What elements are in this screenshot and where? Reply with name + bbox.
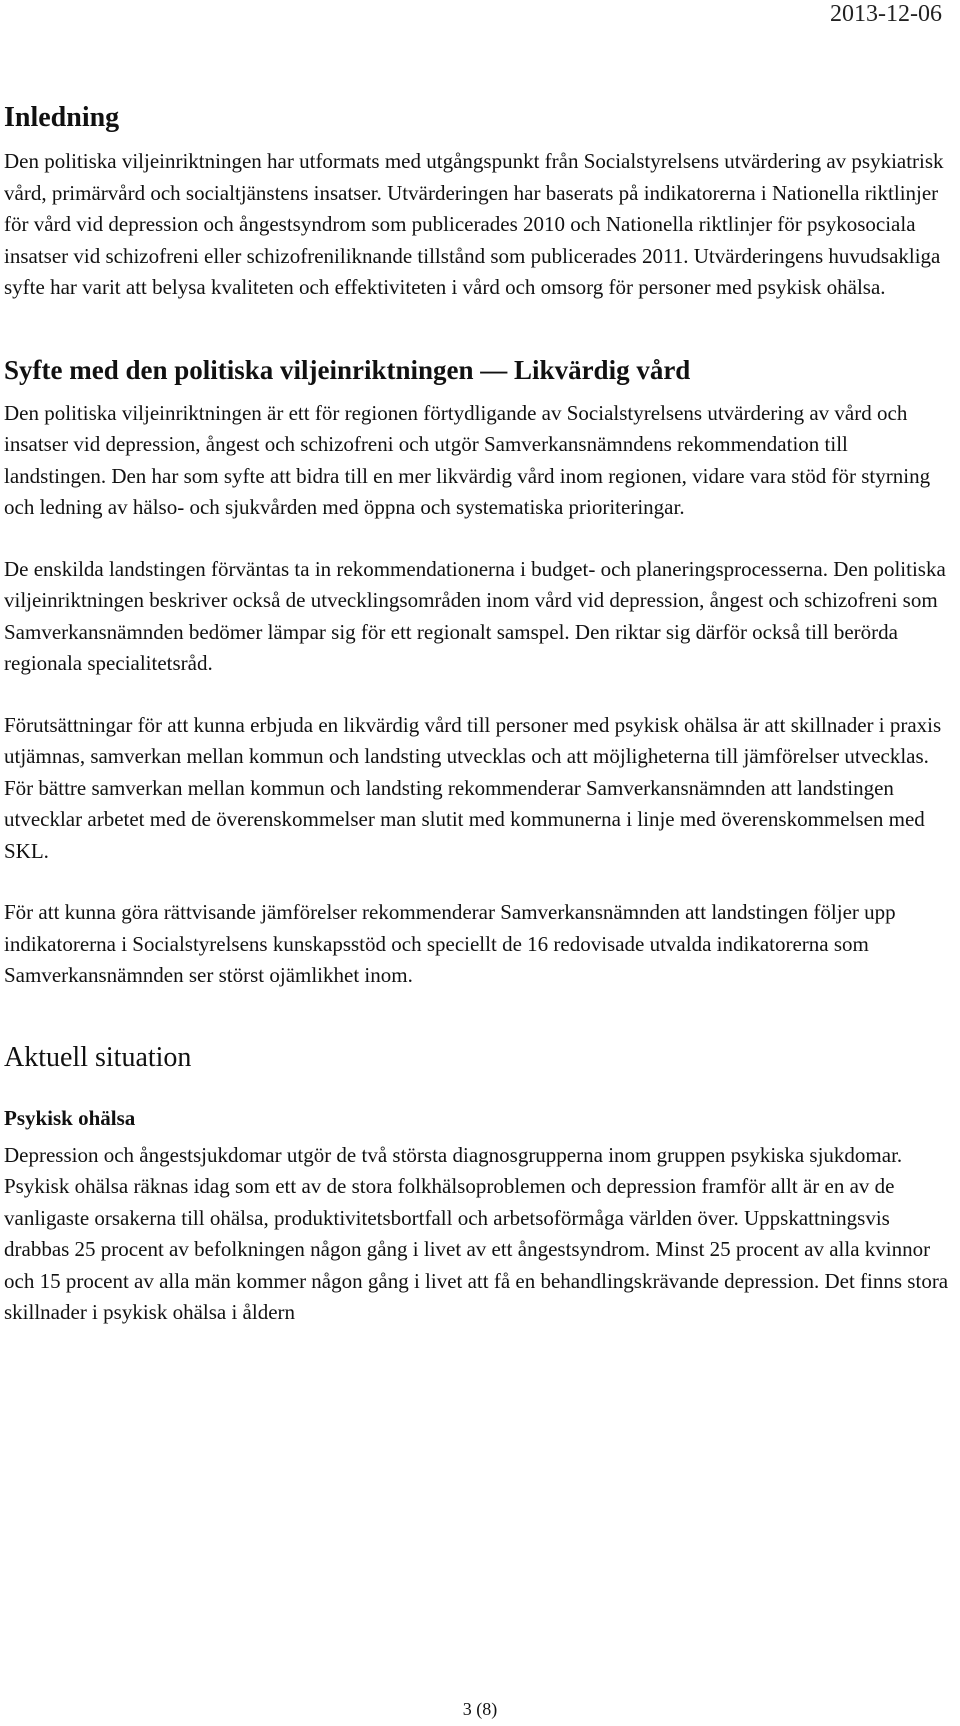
heading-aktuell-situation: Aktuell situation [4, 1041, 192, 1073]
spacer [4, 1086, 954, 1104]
paragraph-syfte-2: De enskilda landstingen förväntas ta in rekommendationerna i budget- och planeringsprocesserna. Den politiska viljeinriktningen beskriver också de utvecklingsområden inom vård vid depression, ångest och schizofreni som Samverkansnämnden bedömer lämpar sig för ett regionalt samspel. Den riktar sig därför också till berörda regionala specialitetsråd. [4, 556, 946, 675]
spacer [4, 680, 954, 710]
paragraph-syfte-4: För att kunna göra rättvisande jämförelser rekommenderar Samverkansnämnden att landstingen följer upp indikatorerna i Socialstyrelsens kunskapsstöd och speciellt de 16 redovisade utvalda indikatorerna som Samverkansnämnden ser störst ojämlikhet inom. [4, 900, 896, 987]
heading-inledning: Inledning [4, 102, 120, 133]
subheading-psykisk-ohalsa: Psykisk ohälsa [4, 1105, 136, 1130]
paragraph-inledning: Den politiska viljeinriktningen har utformats med utgångspunkt från Socialstyrelsens utvärdering av psykiatrisk vård, primärvård och socialtjänstens insatser. Utvärderingen har baserats på indikatorerna i Nationella riktlinjer för vård vid depression och ångestsyndrom som publicerades 2010 och Nationella riktlinjer för psykosociala insatser vid schizofreni eller schizofreniliknande tillstånd som publicerades 2011. Utvärderingens huvudsakliga syfte har varit att belysa kvaliteten och effektiviteten i vård och omsorg för personer med psykisk ohälsa. [4, 149, 944, 299]
spacer [4, 867, 954, 897]
document-body [4, 100, 954, 1329]
spacer [4, 304, 954, 352]
heading-syfte: Syfte med den politiska viljeinriktningen — Likvärdig vård [4, 354, 691, 385]
paragraph-psykisk-ohalsa: Depression och ångestsjukdomar utgör de två största diagnosgrupperna inom gruppen psykiska sjukdomar. Psykisk ohälsa räknas idag som ett av de stora folkhälsoproblemen och depression framför allt är en av de vanligaste orsakerna till ohälsa, produktivitetsbortfall och arbetsoförmåga världen över. Uppskattningsvis drabbas 25 procent av befolkningen någon gång i livet av ett ångestsyndrom. Minst 25 procent av alla kvinnor och 15 procent av alla män kommer någon gång i livet att få en behandlingskrävande depression. Det finns stora skillnader i psykisk ohälsa i åldern [4, 1142, 949, 1324]
paragraph-syfte-3: Förutsättningar för att kunna erbjuda en likvärdig vård till personer med psykisk ohälsa är att skillnader i praxis utjämnas, samverkan mellan kommun och landsting utvecklas och att möjligheterna till jämförelser utvecklas. För bättre samverkan mellan kommun och landsting rekommenderar Samverkansnämnden att landstingen utvecklar arbetet med de överenskommelser man slutit med kommunerna i linje med överenskommelsen med SKL. [4, 712, 942, 863]
header-date: 2013-12-06 [830, 1, 942, 27]
spacer [4, 992, 954, 1040]
paragraph-syfte-1: Den politiska viljeinriktningen är ett för regionen förtydligande av Socialstyrelsens utvärdering av vård och insatser vid depression, ångest och schizofreni och utgör Samverkansnämndens rekommendation till landstingen. Den har som syfte att bidra till en mer likvärdig vård inom regionen, vidare vara stöd för styrning och ledning av hälso- och sjukvården med öppna och systematiska prioriteringar. [4, 400, 931, 519]
spacer [4, 524, 954, 554]
page-number: 3 (8) [462, 1699, 498, 1719]
